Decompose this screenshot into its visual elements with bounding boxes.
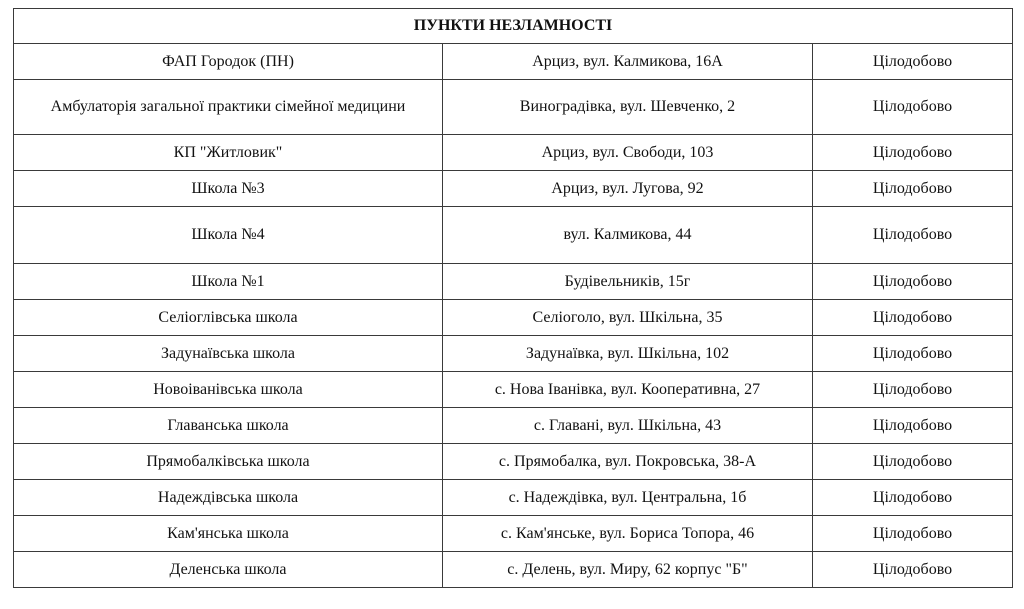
table-row — [14, 80, 1013, 135]
point-hours: Цілодобово — [813, 516, 1013, 552]
point-address: Арциз, вул. Свободи, 103 — [443, 135, 813, 171]
point-name: Селіоглівська школа — [14, 300, 443, 336]
table-row — [14, 300, 1013, 336]
point-address: Виноградівка, вул. Шевченко, 2 — [443, 80, 813, 135]
table-title: ПУНКТИ НЕЗЛАМНОСТІ — [14, 9, 1013, 44]
point-name: КП "Житловик" — [14, 135, 443, 171]
table-row — [14, 171, 1013, 207]
point-name: Школа №1 — [14, 264, 443, 300]
point-address: с. Надеждівка, вул. Центральна, 1б — [443, 480, 813, 516]
table-row — [14, 44, 1013, 80]
point-address: с. Кам'янське, вул. Бориса Топора, 46 — [443, 516, 813, 552]
point-name: Задунаївська школа — [14, 336, 443, 372]
table-row — [14, 264, 1013, 300]
point-hours: Цілодобово — [813, 207, 1013, 264]
resilience-points-table — [13, 8, 1013, 588]
point-name: Школа №4 — [14, 207, 443, 264]
point-address: Задунаївка, вул. Шкільна, 102 — [443, 336, 813, 372]
table-row — [14, 336, 1013, 372]
point-hours: Цілодобово — [813, 408, 1013, 444]
table-title-row — [14, 9, 1013, 44]
point-hours: Цілодобово — [813, 552, 1013, 588]
point-address: Будівельників, 15г — [443, 264, 813, 300]
point-hours: Цілодобово — [813, 336, 1013, 372]
point-address: Арциз, вул. Калмикова, 16А — [443, 44, 813, 80]
table-row — [14, 135, 1013, 171]
table-row — [14, 480, 1013, 516]
point-address: с. Нова Іванівка, вул. Кооперативна, 27 — [443, 372, 813, 408]
point-hours: Цілодобово — [813, 444, 1013, 480]
point-address: с. Делень, вул. Миру, 62 корпус "Б" — [443, 552, 813, 588]
table-row — [14, 207, 1013, 264]
table-row — [14, 372, 1013, 408]
point-name: Амбулаторія загальної практики сімейної медицини — [14, 80, 443, 135]
point-name: Надеждівська школа — [14, 480, 443, 516]
point-hours: Цілодобово — [813, 300, 1013, 336]
point-address: с. Прямобалка, вул. Покровська, 38-А — [443, 444, 813, 480]
point-name: Новоіванівська школа — [14, 372, 443, 408]
point-address: Арциз, вул. Лугова, 92 — [443, 171, 813, 207]
point-name: ФАП Городок (ПН) — [14, 44, 443, 80]
point-address: с. Главані, вул. Шкільна, 43 — [443, 408, 813, 444]
point-hours: Цілодобово — [813, 44, 1013, 80]
point-address: вул. Калмикова, 44 — [443, 207, 813, 264]
point-address: Селіоголо, вул. Шкільна, 35 — [443, 300, 813, 336]
point-hours: Цілодобово — [813, 372, 1013, 408]
point-name: Главанська школа — [14, 408, 443, 444]
point-name: Кам'янська школа — [14, 516, 443, 552]
point-name: Школа №3 — [14, 171, 443, 207]
table-row — [14, 552, 1013, 588]
point-hours: Цілодобово — [813, 264, 1013, 300]
point-hours: Цілодобово — [813, 171, 1013, 207]
table-row — [14, 516, 1013, 552]
point-hours: Цілодобово — [813, 135, 1013, 171]
point-hours: Цілодобово — [813, 480, 1013, 516]
point-name: Прямобалківська школа — [14, 444, 443, 480]
point-hours: Цілодобово — [813, 80, 1013, 135]
table-row — [14, 444, 1013, 480]
table-row — [14, 408, 1013, 444]
point-name: Деленська школа — [14, 552, 443, 588]
